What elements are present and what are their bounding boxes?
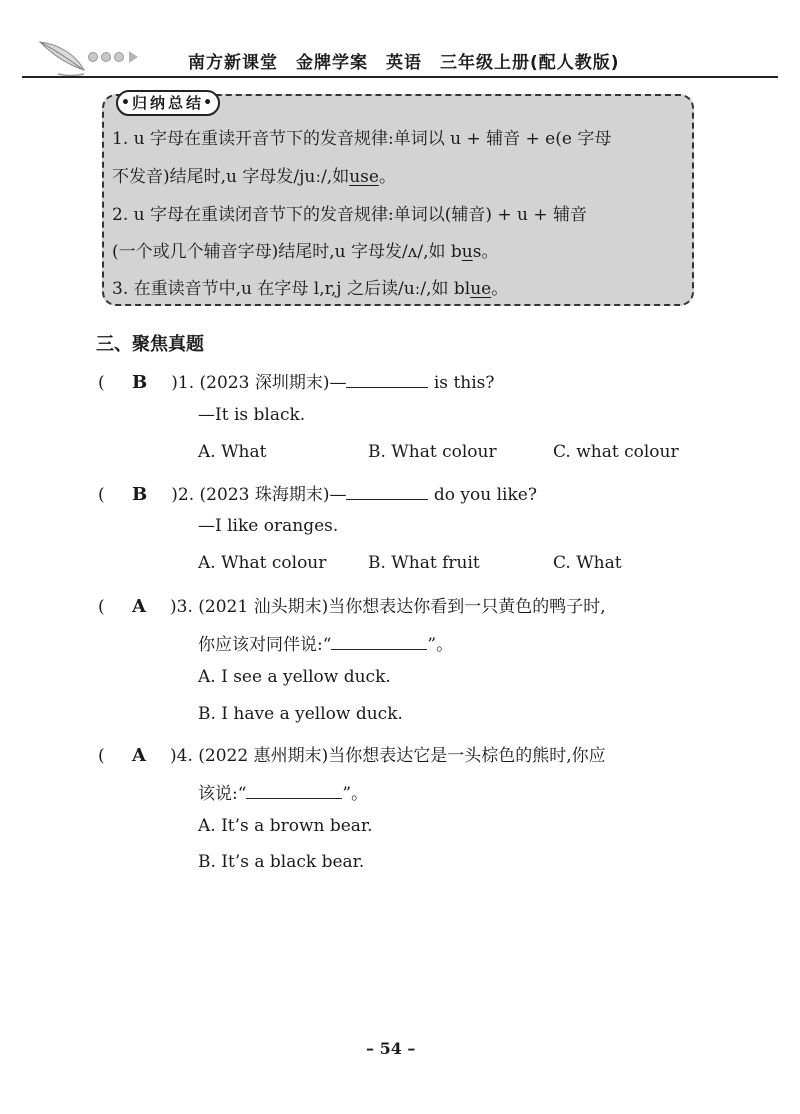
summary-rule-1-line-1: 1. u 字母在重读开音节下的发音规律:单词以 u + 辅音 + e(e 字母 xyxy=(112,129,612,149)
question-3 xyxy=(98,592,606,617)
option-b: B. It’s a black bear. xyxy=(198,852,365,872)
header-subject: 英语 xyxy=(386,53,422,73)
answer-2: B xyxy=(132,484,148,505)
answer-1: B xyxy=(132,372,148,393)
question-1-reply: —It is black. xyxy=(198,405,306,425)
question-stem: is this? xyxy=(428,373,495,393)
answer-blank xyxy=(346,483,428,500)
question-stem: )2. (2023 珠海期末)— xyxy=(171,485,347,505)
answer-3: A xyxy=(132,596,147,617)
option-c: C. What xyxy=(553,553,622,573)
question-stem: ”。 xyxy=(427,635,454,655)
question-2 xyxy=(98,480,537,505)
option-b: B. What fruit xyxy=(368,553,480,573)
option-b: B. I have a yellow duck. xyxy=(198,704,403,724)
rule-text: 不发音)结尾时,u 字母发/juː/,如 xyxy=(112,167,350,187)
rule-text: 。 xyxy=(378,167,396,187)
summary-rule-2-line-2 xyxy=(112,237,498,262)
answer-blank xyxy=(246,782,342,799)
summary-title: • 归纳总结 • xyxy=(116,90,220,116)
answer-blank xyxy=(331,633,427,650)
question-4-line-2 xyxy=(198,779,368,804)
option-b: B. What colour xyxy=(368,442,497,462)
rule-text: 3. 在重读音节中,u 在字母 l,r,j 之后读/uː/,如 bl xyxy=(112,279,471,299)
header-book: 金牌学案 xyxy=(296,53,368,73)
question-stem: 你应该对同伴说:“ xyxy=(198,635,332,655)
question-stem: ”。 xyxy=(342,784,369,804)
rule-text: (一个或几个辅音字母)结尾时,u 字母发/ʌ/,如 b xyxy=(112,242,462,262)
option-c: C. what colour xyxy=(553,442,679,462)
question-stem: )3. (2021 汕头期末)当你想表达你看到一只黄色的鸭子时, xyxy=(170,597,606,617)
summary-rule-2-line-1: 2. u 字母在重读闭音节下的发音规律:单词以(辅音) + u + 辅音 xyxy=(112,205,588,225)
example-word: use xyxy=(349,167,379,187)
answer-paren-open: ( xyxy=(98,373,105,393)
dot-icon xyxy=(114,52,124,62)
option-a: A. It’s a brown bear. xyxy=(198,816,373,836)
running-header xyxy=(188,48,620,73)
option-a: A. What xyxy=(198,442,267,462)
question-stem: 该说:“ xyxy=(198,784,247,804)
page-number: – 54 – xyxy=(366,1039,416,1058)
option-a: A. I see a yellow duck. xyxy=(198,667,391,687)
question-3-line-2 xyxy=(198,630,453,655)
answer-paren-open: ( xyxy=(98,597,105,617)
arrow-icon xyxy=(129,51,138,63)
answer-4: A xyxy=(132,745,147,766)
example-letters: ue xyxy=(470,279,492,299)
header-decoration-dots xyxy=(88,51,138,63)
answer-paren-open: ( xyxy=(98,746,105,766)
rule-text: s。 xyxy=(472,242,499,262)
header-divider xyxy=(22,76,778,78)
summary-rule-1-line-2 xyxy=(112,162,396,187)
summary-rule-3 xyxy=(112,274,508,299)
question-1 xyxy=(98,368,495,393)
dot-icon xyxy=(101,52,111,62)
header-series: 南方新课堂 xyxy=(188,53,278,73)
option-a: A. What colour xyxy=(198,553,327,573)
answer-blank xyxy=(346,371,428,388)
question-stem: do you like? xyxy=(428,485,537,505)
header-grade: 三年级上册(配人教版) xyxy=(440,53,620,73)
feather-quill-icon xyxy=(38,40,86,78)
example-letters: u xyxy=(461,242,473,262)
answer-paren-open: ( xyxy=(98,485,105,505)
rule-text: 。 xyxy=(491,279,509,299)
question-stem: )1. (2023 深圳期末)— xyxy=(171,373,347,393)
dot-icon xyxy=(88,52,98,62)
question-2-reply: —I like oranges. xyxy=(198,516,339,536)
question-4 xyxy=(98,741,606,766)
section-heading: 三、聚焦真题 xyxy=(96,334,204,355)
question-stem: )4. (2022 惠州期末)当你想表达它是一头棕色的熊时,你应 xyxy=(170,746,606,766)
